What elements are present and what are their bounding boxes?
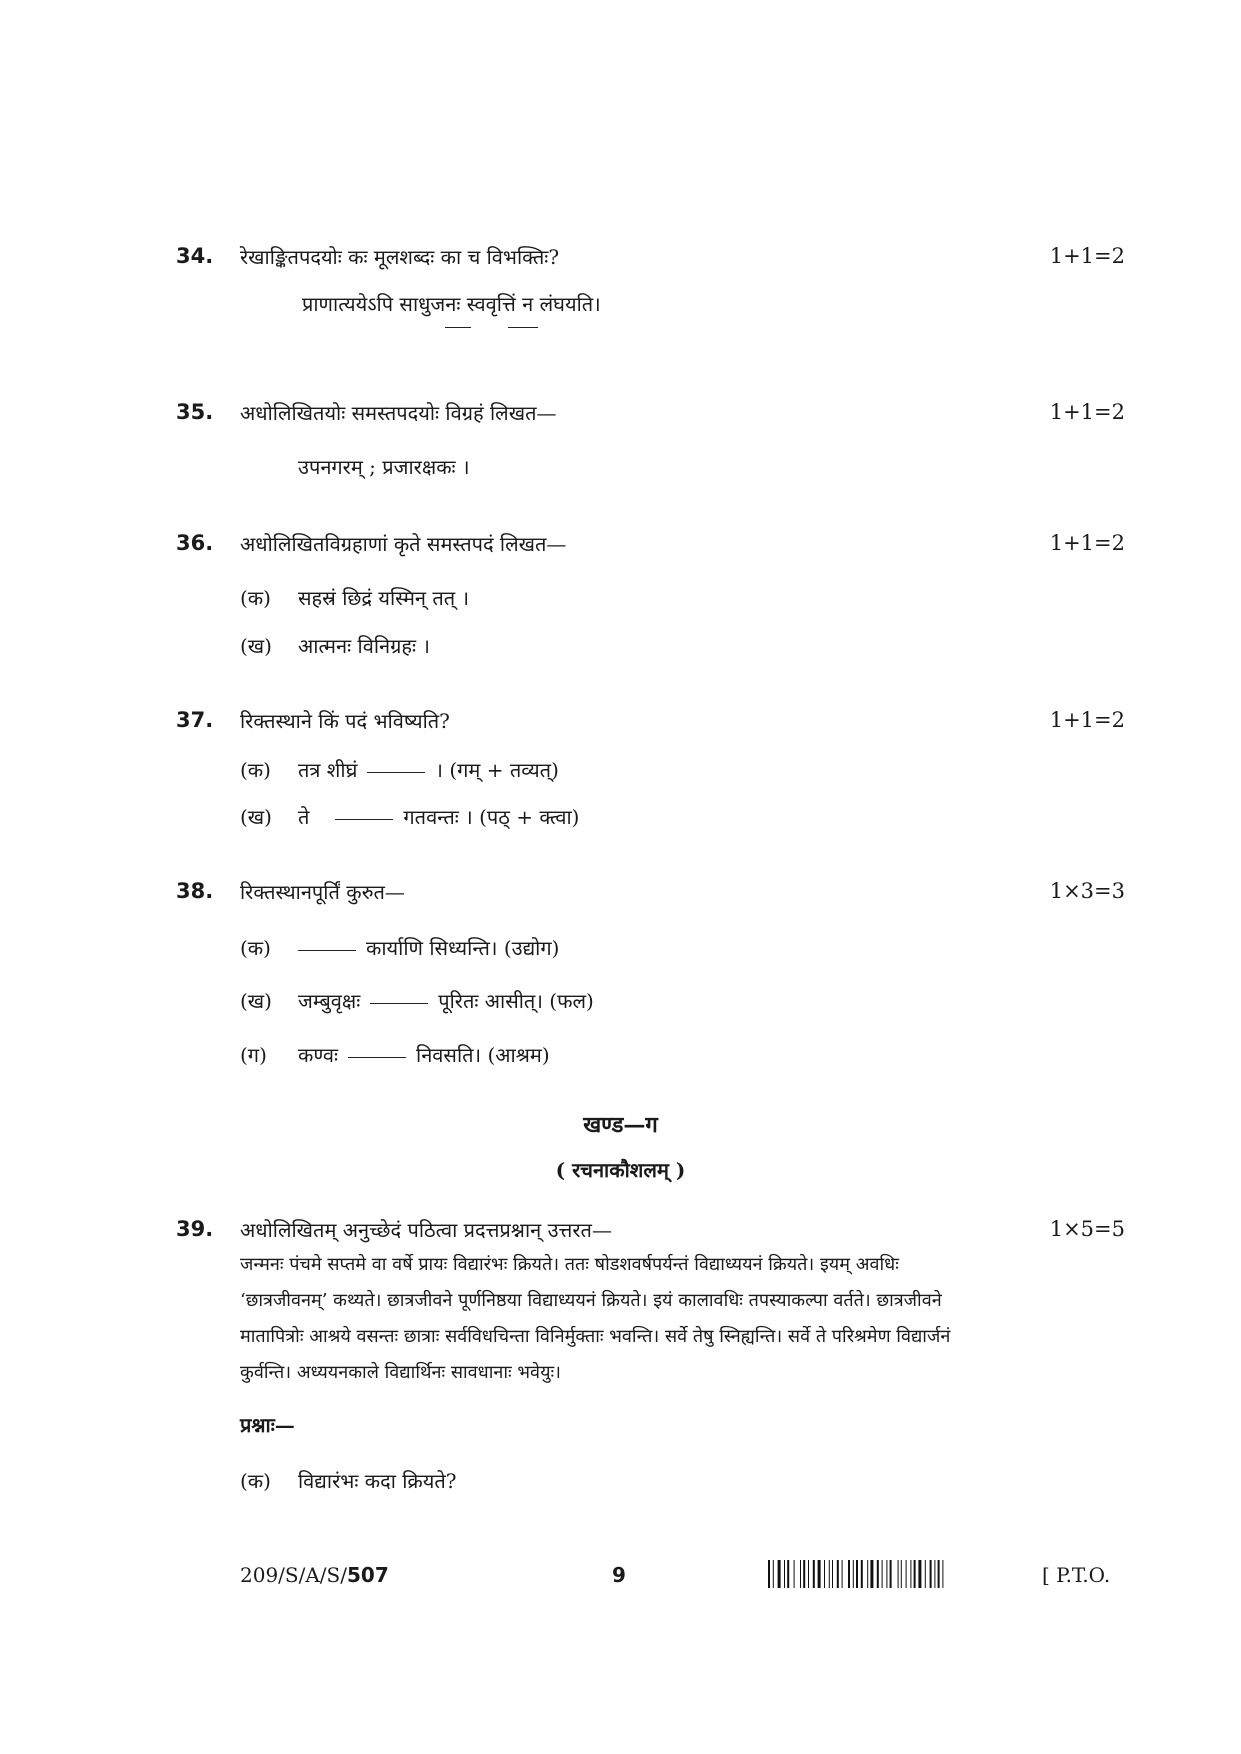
section-title: खण्ड—ग bbox=[583, 1112, 658, 1138]
sub-question bbox=[240, 632, 430, 659]
blank bbox=[335, 818, 393, 820]
option-text-post: निवसति। (आश्रम) bbox=[416, 1043, 550, 1067]
paper-code-number: 507 bbox=[346, 1563, 389, 1587]
question-text: अधोलिखितविग्रहाणां कृते समस्तपदं लिखत— bbox=[240, 532, 567, 556]
question-text: रिक्तस्थानपूर्तिं कुरुत— bbox=[240, 880, 405, 904]
option-text-post: गतवन्तः । (पठ् + क्त्वा) bbox=[403, 805, 580, 829]
option-label: (क) bbox=[240, 758, 271, 782]
page-number: 9 bbox=[612, 1563, 626, 1587]
marks: 1+1=2 bbox=[1049, 708, 1125, 732]
option-label: (ख) bbox=[240, 989, 272, 1013]
question-number: 37. bbox=[176, 708, 214, 732]
barcode-bar bbox=[778, 1560, 781, 1588]
option-text-pre: जम्बुवृक्षः bbox=[298, 989, 361, 1013]
sentence: प्राणात्ययेऽपि साधुजनः स्ववृत्तिं न लंघयति। bbox=[302, 292, 601, 316]
barcode-bar bbox=[837, 1560, 839, 1588]
paper-code bbox=[240, 1563, 389, 1587]
section-subtitle: ( रचनाकौशलम् ) bbox=[555, 1158, 686, 1182]
option-label: (क) bbox=[240, 1469, 271, 1493]
option-text-post: । (गम् + तव्यत्) bbox=[435, 758, 559, 782]
underline bbox=[508, 327, 538, 328]
sub-question bbox=[240, 1467, 457, 1494]
barcode-bar bbox=[934, 1560, 935, 1588]
barcode-bar bbox=[861, 1560, 863, 1588]
sub-question bbox=[240, 1041, 550, 1068]
barcode-bar bbox=[803, 1560, 805, 1588]
question-text: अधोलिखितम् अनुच्छेदं पठित्वा प्रदत्तप्रश्नान् उत्तरत— bbox=[240, 1218, 612, 1242]
barcode-bar bbox=[853, 1560, 854, 1588]
barcode-bar bbox=[914, 1560, 916, 1588]
barcode-bar bbox=[898, 1560, 899, 1588]
pto-label: [ P.T.O. bbox=[1042, 1563, 1111, 1587]
marks: 1+1=2 bbox=[1049, 531, 1125, 555]
barcode-bar bbox=[818, 1560, 821, 1588]
barcode-bar bbox=[870, 1560, 873, 1588]
barcode-bar bbox=[824, 1560, 825, 1588]
blank bbox=[298, 949, 356, 951]
barcode-bar bbox=[848, 1560, 850, 1588]
option-text-pre: कण्वः bbox=[298, 1043, 339, 1067]
barcode-image bbox=[768, 1560, 1030, 1588]
passage-line: ‘छात्रजीवनम्’ कथ्यते। छात्रजीवने पूर्णनिष्ठया विद्याध्ययनं क्रियते। इयं कालावधिः तपस्याकल्पा वर्तते। छात्रजीवने bbox=[240, 1290, 942, 1311]
paper-code-prefix: 209/S/A/S/ bbox=[240, 1563, 347, 1587]
sub-question bbox=[240, 803, 579, 830]
option-text: विद्यारंभः कदा क्रियते? bbox=[298, 1469, 457, 1493]
barcode-bar bbox=[813, 1560, 815, 1588]
barcode-bar bbox=[784, 1560, 785, 1588]
blank bbox=[367, 771, 425, 773]
barcode-bar bbox=[942, 1560, 943, 1588]
marks: 1+1=2 bbox=[1049, 400, 1125, 424]
barcode-bar bbox=[886, 1560, 887, 1588]
barcode-bar bbox=[829, 1560, 830, 1588]
question-number: 39. bbox=[176, 1217, 214, 1241]
question-number: 34. bbox=[176, 244, 214, 268]
option-text-post: कार्याणि सिध्यन्ति। (उद्योग) bbox=[366, 936, 560, 960]
barcode-bar bbox=[925, 1560, 926, 1588]
barcode-bar bbox=[808, 1560, 809, 1588]
barcode-bar bbox=[768, 1560, 770, 1588]
question-number: 35. bbox=[176, 400, 214, 424]
option-label: (ख) bbox=[240, 805, 272, 829]
sub-question bbox=[240, 987, 594, 1014]
blank bbox=[348, 1056, 406, 1058]
barcode-bar bbox=[930, 1560, 932, 1588]
marks: 1+1=2 bbox=[1049, 244, 1125, 268]
question-text: रिक्तस्थाने किं पदं भविष्यति? bbox=[240, 709, 450, 733]
barcode-bar bbox=[800, 1560, 801, 1588]
sub-question bbox=[240, 756, 559, 783]
barcode-bar bbox=[773, 1560, 774, 1588]
passage-line: जन्मनः पंचमे सप्तमे वा वर्षे प्रायः विद्यारंभः क्रियते। ततः षोडशवर्षपर्यन्तं विद्याध्ययनं क्रियते। इयम् अवधिः bbox=[240, 1254, 899, 1275]
option-text: सहस्रं छिद्रं यस्मिन् तत् । bbox=[298, 586, 470, 610]
marks: 1×5=5 bbox=[1049, 1217, 1125, 1241]
sub-question bbox=[240, 584, 469, 611]
sub-question bbox=[240, 934, 559, 961]
option-label: (ग) bbox=[240, 1043, 267, 1067]
option-text-pre: ते bbox=[298, 805, 310, 829]
word-list: उपनगरम् ; प्रजारक्षकः । bbox=[298, 455, 470, 479]
barcode-bar bbox=[901, 1560, 902, 1588]
barcode-bar bbox=[890, 1560, 892, 1588]
barcode-bar bbox=[832, 1560, 833, 1588]
option-label: (क) bbox=[240, 936, 271, 960]
barcode-bar bbox=[877, 1560, 879, 1588]
marks: 1×3=3 bbox=[1049, 879, 1125, 903]
option-text-post: पूरितः आसीत्। (फल) bbox=[438, 989, 594, 1013]
barcode-bar bbox=[787, 1560, 789, 1588]
barcode-bar bbox=[906, 1560, 907, 1588]
underline bbox=[445, 327, 471, 328]
option-label: (ख) bbox=[240, 634, 272, 658]
barcode-bar bbox=[794, 1560, 795, 1588]
barcode-bar bbox=[842, 1560, 843, 1588]
question-text: अधोलिखितयोः समस्तपदयोः विग्रहं लिखत— bbox=[240, 401, 557, 425]
option-text-pre: तत्र शीघ्रं bbox=[298, 758, 358, 782]
barcode-bar bbox=[918, 1560, 921, 1588]
question-number: 38. bbox=[176, 879, 214, 903]
barcode-bar bbox=[882, 1560, 883, 1588]
barcode-bar bbox=[856, 1560, 858, 1588]
passage-line: मातापित्रोः आश्रये वसन्तः छात्राः सर्वविधचिन्ता विनिर्मुक्ताः भवन्ति। सर्वे तेषु स्निह्यन्ति। सर्वे ते परिश्रमेण विद्यार्जनं bbox=[240, 1326, 951, 1347]
option-label: (क) bbox=[240, 586, 271, 610]
barcode-bar bbox=[910, 1560, 911, 1588]
question-text: रेखाङ्कितपदयोः कः मूलशब्दः का च विभक्तिः? bbox=[240, 245, 560, 269]
question-number: 36. bbox=[176, 531, 214, 555]
passage-line: कुर्वन्ति। अध्ययनकाले विद्यार्थिनः सावधानाः भवेयुः। bbox=[240, 1362, 561, 1383]
barcode-bar bbox=[867, 1560, 868, 1588]
option-text: आत्मनः विनिग्रहः । bbox=[298, 634, 430, 658]
barcode-bar bbox=[938, 1560, 940, 1588]
blank bbox=[370, 1002, 428, 1004]
questions-label: प्रश्नाः— bbox=[240, 1413, 295, 1437]
